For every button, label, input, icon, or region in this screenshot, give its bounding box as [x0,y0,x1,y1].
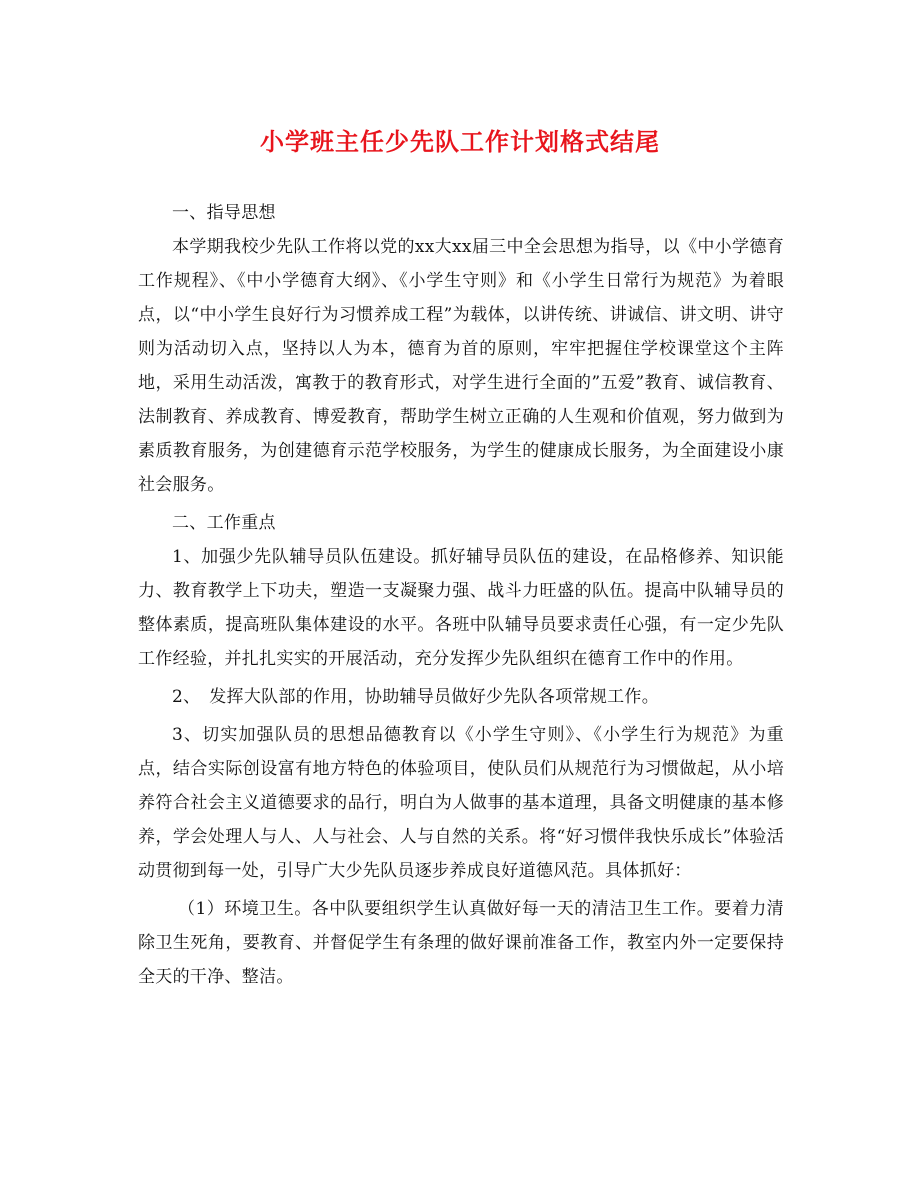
paragraph-item-1: 1、加强少先队辅导员队伍建设。抓好辅导员队伍的建设，在品格修养、知识能力、教育教学上下功夫，塑造一支凝聚力强、战斗力旺盛的队伍。提高中队辅导员的整体素质，提高班队集体建设的水平。各班中队辅导员要求责任心强，有一定少先队工作经验，并扎扎实实的开展活动，充分发挥少先队组织在德育工作中的作用。 [138,547,784,669]
paragraph-item-3: 3、切实加强队员的思想品德教育以《小学生守则》、《小学生行为规范》为重点，结合实际创设富有地方特色的体验项目，使队员们从规范行为习惯做起，从小培养符合社会主义道德要求的品行，明白为人做事的基本道理，具备文明健康的基本修养，学会处理人与人、人与社会、人与自然的关系。将“好习惯伴我快乐成长”体验活动贯彻到每一处，引导广大少先队员逐步养成良好道德风范。具体抓好： [138,725,784,881]
paragraph-subitem-1: （1）环境卫生。各中队要组织学生认真做好每一天的清洁卫生工作。要着力清除卫生死角，要教育、并督促学生有条理的做好课前准备工作，教室内外一定要保持全天的干净、整洁。 [138,899,784,987]
paragraph-item-2: 2、 发挥大队部的作用，协助辅导员做好少先队各项常规工作。 [172,687,660,707]
section-heading-work-focus: 二、工作重点 [172,513,276,533]
paragraph-guiding-ideology: 本学期我校少先队工作将以党的xx大xx届三中全会思想为指导，以《中小学德育工作规程》、《中小学德育大纲》、《小学生守则》和《小学生日常行为规范》为着眼点，以“中小学生良好行为习惯养成工程”为载体，以讲传统、讲诚信、讲文明、讲守则为活动切入点，坚持以人为本，德育为首的原则，牢牢把握住学校课堂这个主阵地，采用生动活泼，寓教于的教育形式，对学生进行全面的”五爱”教育、诚信教育、法制教育、养成教育、博爱教育，帮助学生树立正确的人生观和价值观，努力做到为素质教育服务，为创建德育示范学校服务，为学生的健康成长服务，为全面建设小康社会服务。 [138,237,784,495]
section-heading-guiding-ideology: 一、指导思想 [172,203,276,223]
document-body [138,196,784,998]
document-title: 小学班主任少先队工作计划格式结尾 [260,127,660,156]
